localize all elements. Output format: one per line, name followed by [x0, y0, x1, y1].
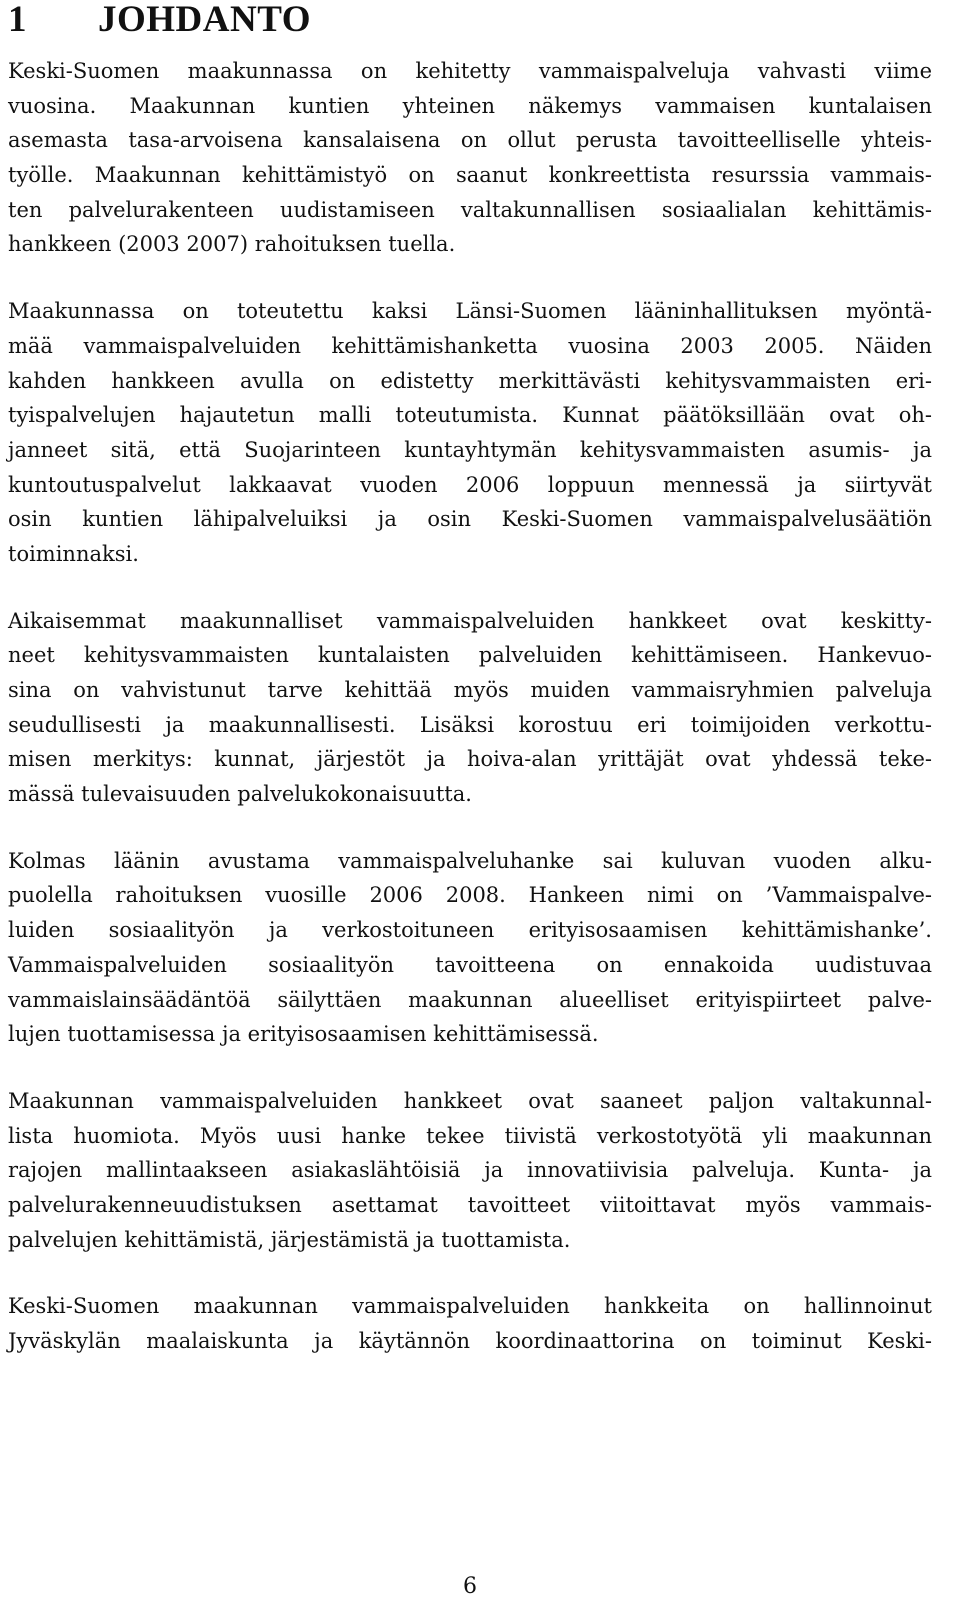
paragraph-line: lujen tuottamisessa ja erityisosaamisen kehittämisessä. [8, 1022, 599, 1047]
paragraph-line: Maakunnan vammaispalveluiden hankkeet ovat saaneet paljon valtakunnal- [8, 1088, 932, 1113]
paragraph-line: Keski-Suomen maakunnassa on kehitetty vammaispalveluja vahvasti viime [8, 59, 932, 83]
paragraph-3 [8, 604, 932, 812]
paragraph-line: ten palvelurakenteen uudistamiseen valtakunnallisen sosiaalialan kehittämis- [8, 197, 932, 222]
paragraph-line: palvelurakenneuudistuksen asettamat tavoitteet viitoittavat myös vammais- [8, 1192, 932, 1217]
paragraph-1 [8, 54, 932, 262]
chapter-title: JOHDANTO [98, 0, 312, 40]
paragraph-line: misen merkitys: kunnat, järjestöt ja hoiva-alan yrittäjät ovat yhdessä teke- [8, 747, 932, 772]
paragraph-line: janneet sitä, että Suojarinteen kuntayhtymän kehitysvammaisten asumis- ja [8, 437, 932, 462]
paragraph-line: seudullisesti ja maakunnallisesti. Lisäksi korostuu eri toimijoiden verkottu- [8, 712, 932, 737]
paragraph-line: Jyväskylän maalaiskunta ja käytännön koordinaattorina on toiminut Keski- [8, 1329, 932, 1353]
chapter-number: 1 [8, 0, 27, 40]
paragraph-5 [8, 1084, 932, 1257]
paragraph-2 [8, 294, 932, 572]
paragraph-line: työlle. Maakunnan kehittämistyö on saanut konkreettista resurssia vammais- [8, 163, 932, 188]
paragraph-line: Aikaisemmat maakunnalliset vammaispalveluiden hankkeet ovat keskitty- [8, 608, 932, 633]
paragraph-line: osin kuntien lähipalveluiksi ja osin Keski-Suomen vammaispalvelusäätiön [8, 507, 932, 532]
paragraph-line: asemasta tasa-arvoisena kansalaisena on ollut perusta tavoitteelliselle yhteis- [8, 128, 932, 153]
paragraph-6 [8, 1289, 932, 1358]
paragraph-line: sina on vahvistunut tarve kehittää myös muiden vammaisryhmien palveluja [8, 678, 932, 702]
paragraph-line: mässä tulevaisuuden palvelukokonaisuutta. [8, 782, 472, 807]
paragraph-line: Vammaispalveluiden sosiaalityön tavoitteena on ennakoida uudistuvaa [8, 952, 932, 977]
paragraph-line: Maakunnassa on toteutettu kaksi Länsi-Suomen lääninhallituksen myöntä- [8, 299, 932, 324]
paragraph-line: puolella rahoituksen vuosille 2006 2008. Hankeen nimi on ’Vammaispalve- [8, 883, 932, 908]
paragraph-line: Keski-Suomen maakunnan vammaispalveluiden hankkeita on hallinnoinut [8, 1294, 932, 1319]
paragraph-line: vuosina. Maakunnan kuntien yhteinen näkemys vammaisen kuntalaisen [8, 93, 932, 118]
paragraph-line: Kolmas läänin avustama vammaispalveluhanke sai kuluvan vuoden alku- [8, 848, 932, 873]
paragraph-line: neet kehitysvammaisten kuntalaisten palveluiden kehittämiseen. Hankevuo- [8, 643, 932, 668]
paragraph-line: rajojen mallintaakseen asiakaslähtöisiä ja innovatiivisia palveluja. Kunta- ja [8, 1158, 932, 1183]
paragraph-line: toiminnaksi. [8, 541, 139, 566]
document-page [8, 0, 932, 1391]
chapter-heading [8, 0, 932, 54]
paragraph-line: tyispalvelujen hajautetun malli toteutumista. Kunnat päätöksillään ovat oh- [8, 403, 932, 428]
paragraph-line: vammaislainsäädäntöä säilyttäen maakunnan alueelliset erityispiirteet palve- [8, 987, 932, 1012]
paragraph-line: palvelujen kehittämistä, järjestämistä ja tuottamista. [8, 1227, 571, 1252]
paragraph-line: hankkeen (2003 2007) rahoituksen tuella. [8, 232, 456, 257]
paragraph-line: kahden hankkeen avulla on edistetty merkittävästi kehitysvammaisten eri- [8, 368, 932, 393]
paragraph-line: luiden sosiaalityön ja verkostoituneen erityisosaamisen kehittämishanke’. [8, 918, 932, 943]
paragraph-line: lista huomiota. Myös uusi hanke tekee tiivistä verkostotyötä yli maakunnan [8, 1123, 932, 1148]
page-number: 6 [463, 1574, 477, 1599]
paragraph-4 [8, 844, 932, 1052]
paragraph-line: mää vammaispalveluiden kehittämishanketta vuosina 2003 2005. Näiden [8, 333, 932, 358]
paragraph-line: kuntoutuspalvelut lakkaavat vuoden 2006 loppuun mennessä ja siirtyvät [8, 472, 932, 497]
